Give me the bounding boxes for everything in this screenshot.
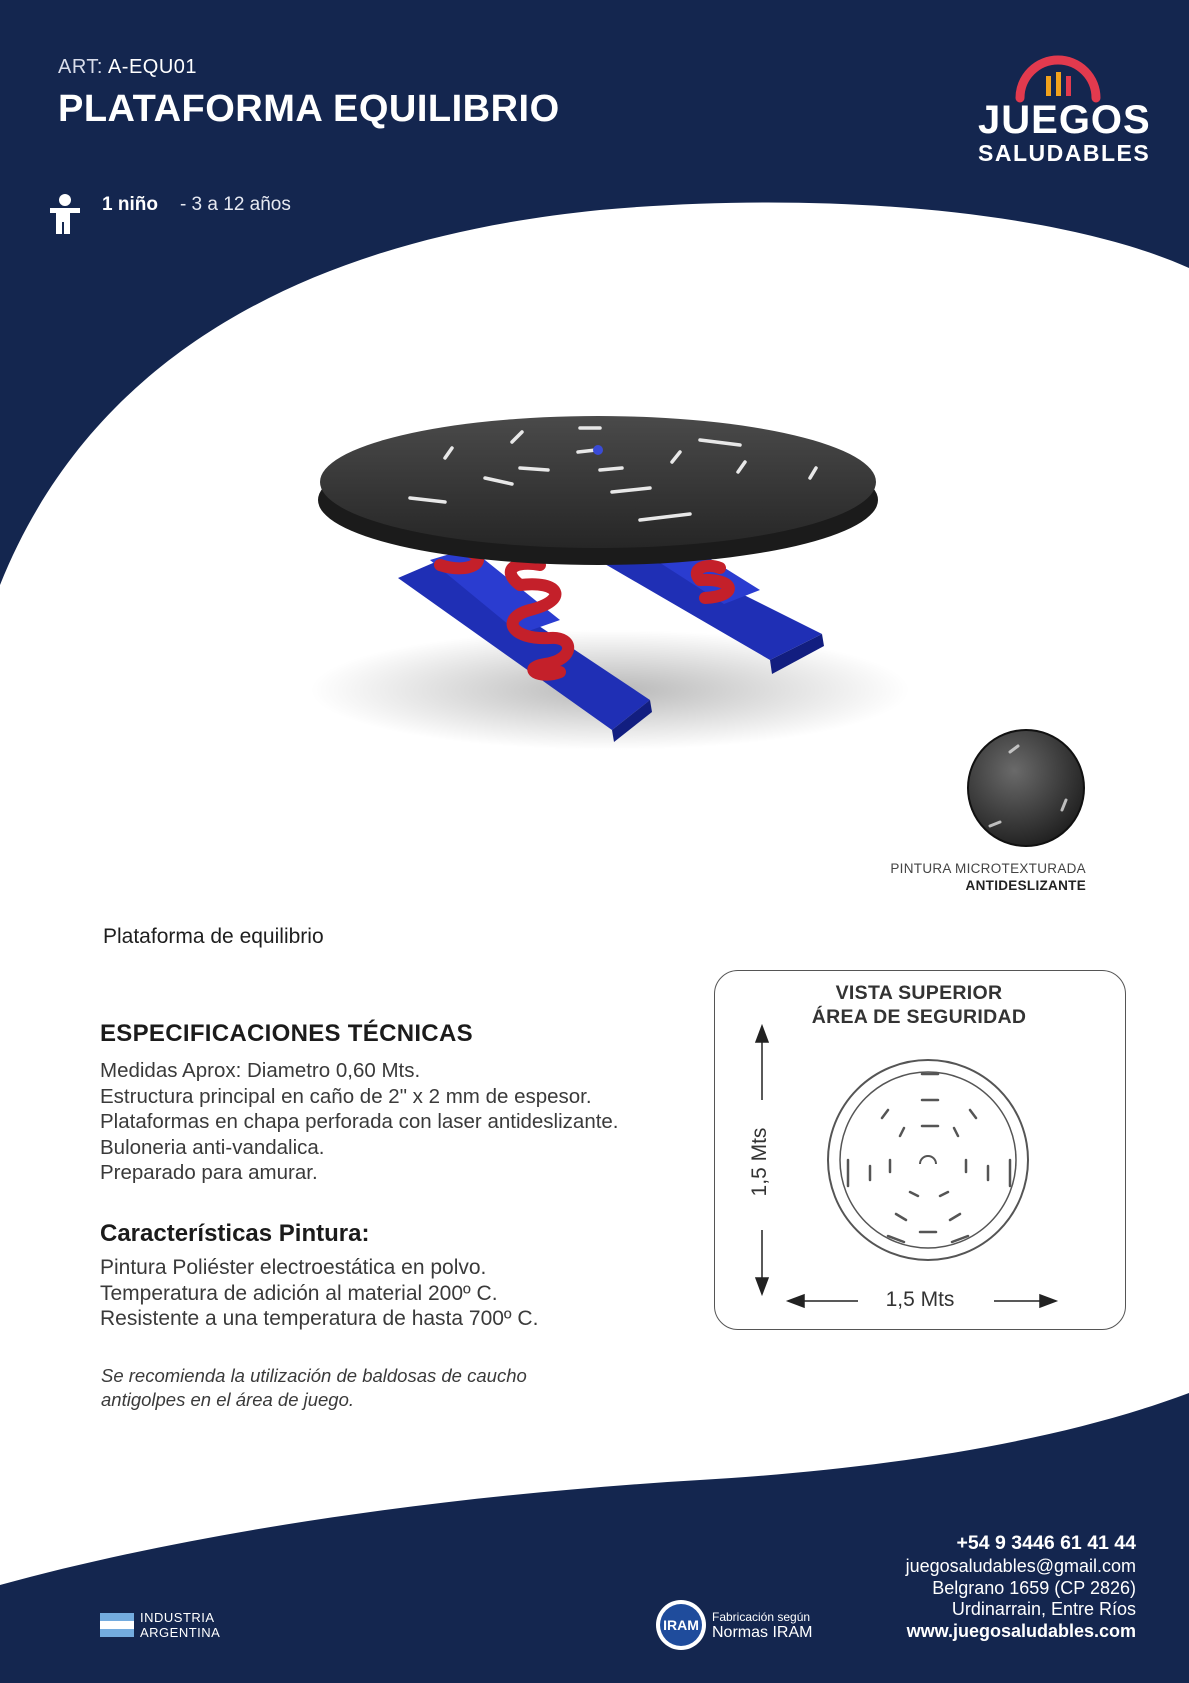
iram-badge [656, 1600, 812, 1650]
texture-sample [968, 730, 1084, 846]
contact-block [860, 1556, 1136, 1642]
iram-line2: Normas IRAM [712, 1624, 813, 1641]
spec-item: Estructura principal en caño de 2" x 2 mm de espesor. [100, 1084, 592, 1108]
specs-title: ESPECIFICACIONES TÉCNICAS [100, 1020, 473, 1047]
specs-list [100, 1058, 619, 1186]
texture-line1: PINTURA MICROTEXTURADA [890, 861, 1086, 876]
art-code-value: A-EQU01 [107, 56, 198, 78]
texture-label [860, 860, 1086, 894]
industria-line2: ARGENTINA [140, 1625, 221, 1640]
product-name: Plataforma de equilibrio [103, 925, 324, 948]
height-dimension-label: 1,5 Mts [748, 1127, 771, 1197]
iram-logo-icon [656, 1600, 706, 1650]
art-prefix: ART: [58, 56, 103, 78]
platform-disc [318, 416, 878, 565]
logo-line2: SALUDABLES [978, 140, 1151, 166]
width-dimension-label: 1,5 Mts [885, 1288, 955, 1311]
spec-item: Buloneria anti-vandalica. [100, 1135, 325, 1159]
iram-line1: Fabricación según [712, 1610, 811, 1624]
industria-argentina [100, 1610, 220, 1640]
contact-website: www.juegosaludables.com [906, 1620, 1136, 1641]
contact-email: juegosaludables@gmail.com [905, 1556, 1136, 1576]
iram-badge-text: IRAM [660, 1604, 702, 1646]
paint-item: Pintura Poliéster electroestática en polvo. [100, 1256, 487, 1279]
logo-line1: JUEGOS [978, 98, 1151, 142]
note-line2: antigolpes en el área de juego. [101, 1389, 355, 1410]
paint-list [100, 1255, 538, 1332]
art-code [58, 56, 197, 79]
spec-item: Preparado para amurar. [100, 1161, 318, 1184]
paint-item: Temperatura de adición al material 200º C. [100, 1281, 498, 1305]
kids-count: 1 niño [102, 194, 158, 215]
contact-phone: +54 9 3446 61 41 44 [956, 1532, 1136, 1554]
age-range: - 3 a 12 años [179, 194, 291, 215]
paint-item: Resistente a una temperatura de hasta 700º C. [100, 1307, 539, 1330]
argentina-flag-icon [100, 1613, 134, 1637]
paint-title: Características Pintura: [100, 1220, 370, 1247]
industria-line1: INDUSTRIA [140, 1610, 215, 1625]
page-title: PLATAFORMA EQUILIBRIO [58, 88, 560, 130]
note-line1: Se recomienda la utilización de baldosas de caucho [101, 1365, 527, 1386]
diagram-title-line2: ÁREA DE SEGURIDAD [811, 1006, 1027, 1028]
recommendation-note [101, 1364, 527, 1412]
texture-line2: ANTIDESLIZANTE [965, 878, 1086, 893]
contact-address1: Belgrano 1659 (CP 2826) [932, 1577, 1136, 1598]
age-row [92, 194, 291, 216]
spec-item: Medidas Aprox: Diametro 0,60 Mts. [100, 1059, 421, 1082]
spec-item: Plataformas en chapa perforada con laser antideslizante. [100, 1110, 619, 1133]
brand-logo [978, 56, 1151, 166]
diagram-title-line1: VISTA SUPERIOR [835, 982, 1003, 1004]
diagram-title [714, 981, 1124, 1029]
contact-address2: Urdinarrain, Entre Ríos [951, 1599, 1136, 1619]
